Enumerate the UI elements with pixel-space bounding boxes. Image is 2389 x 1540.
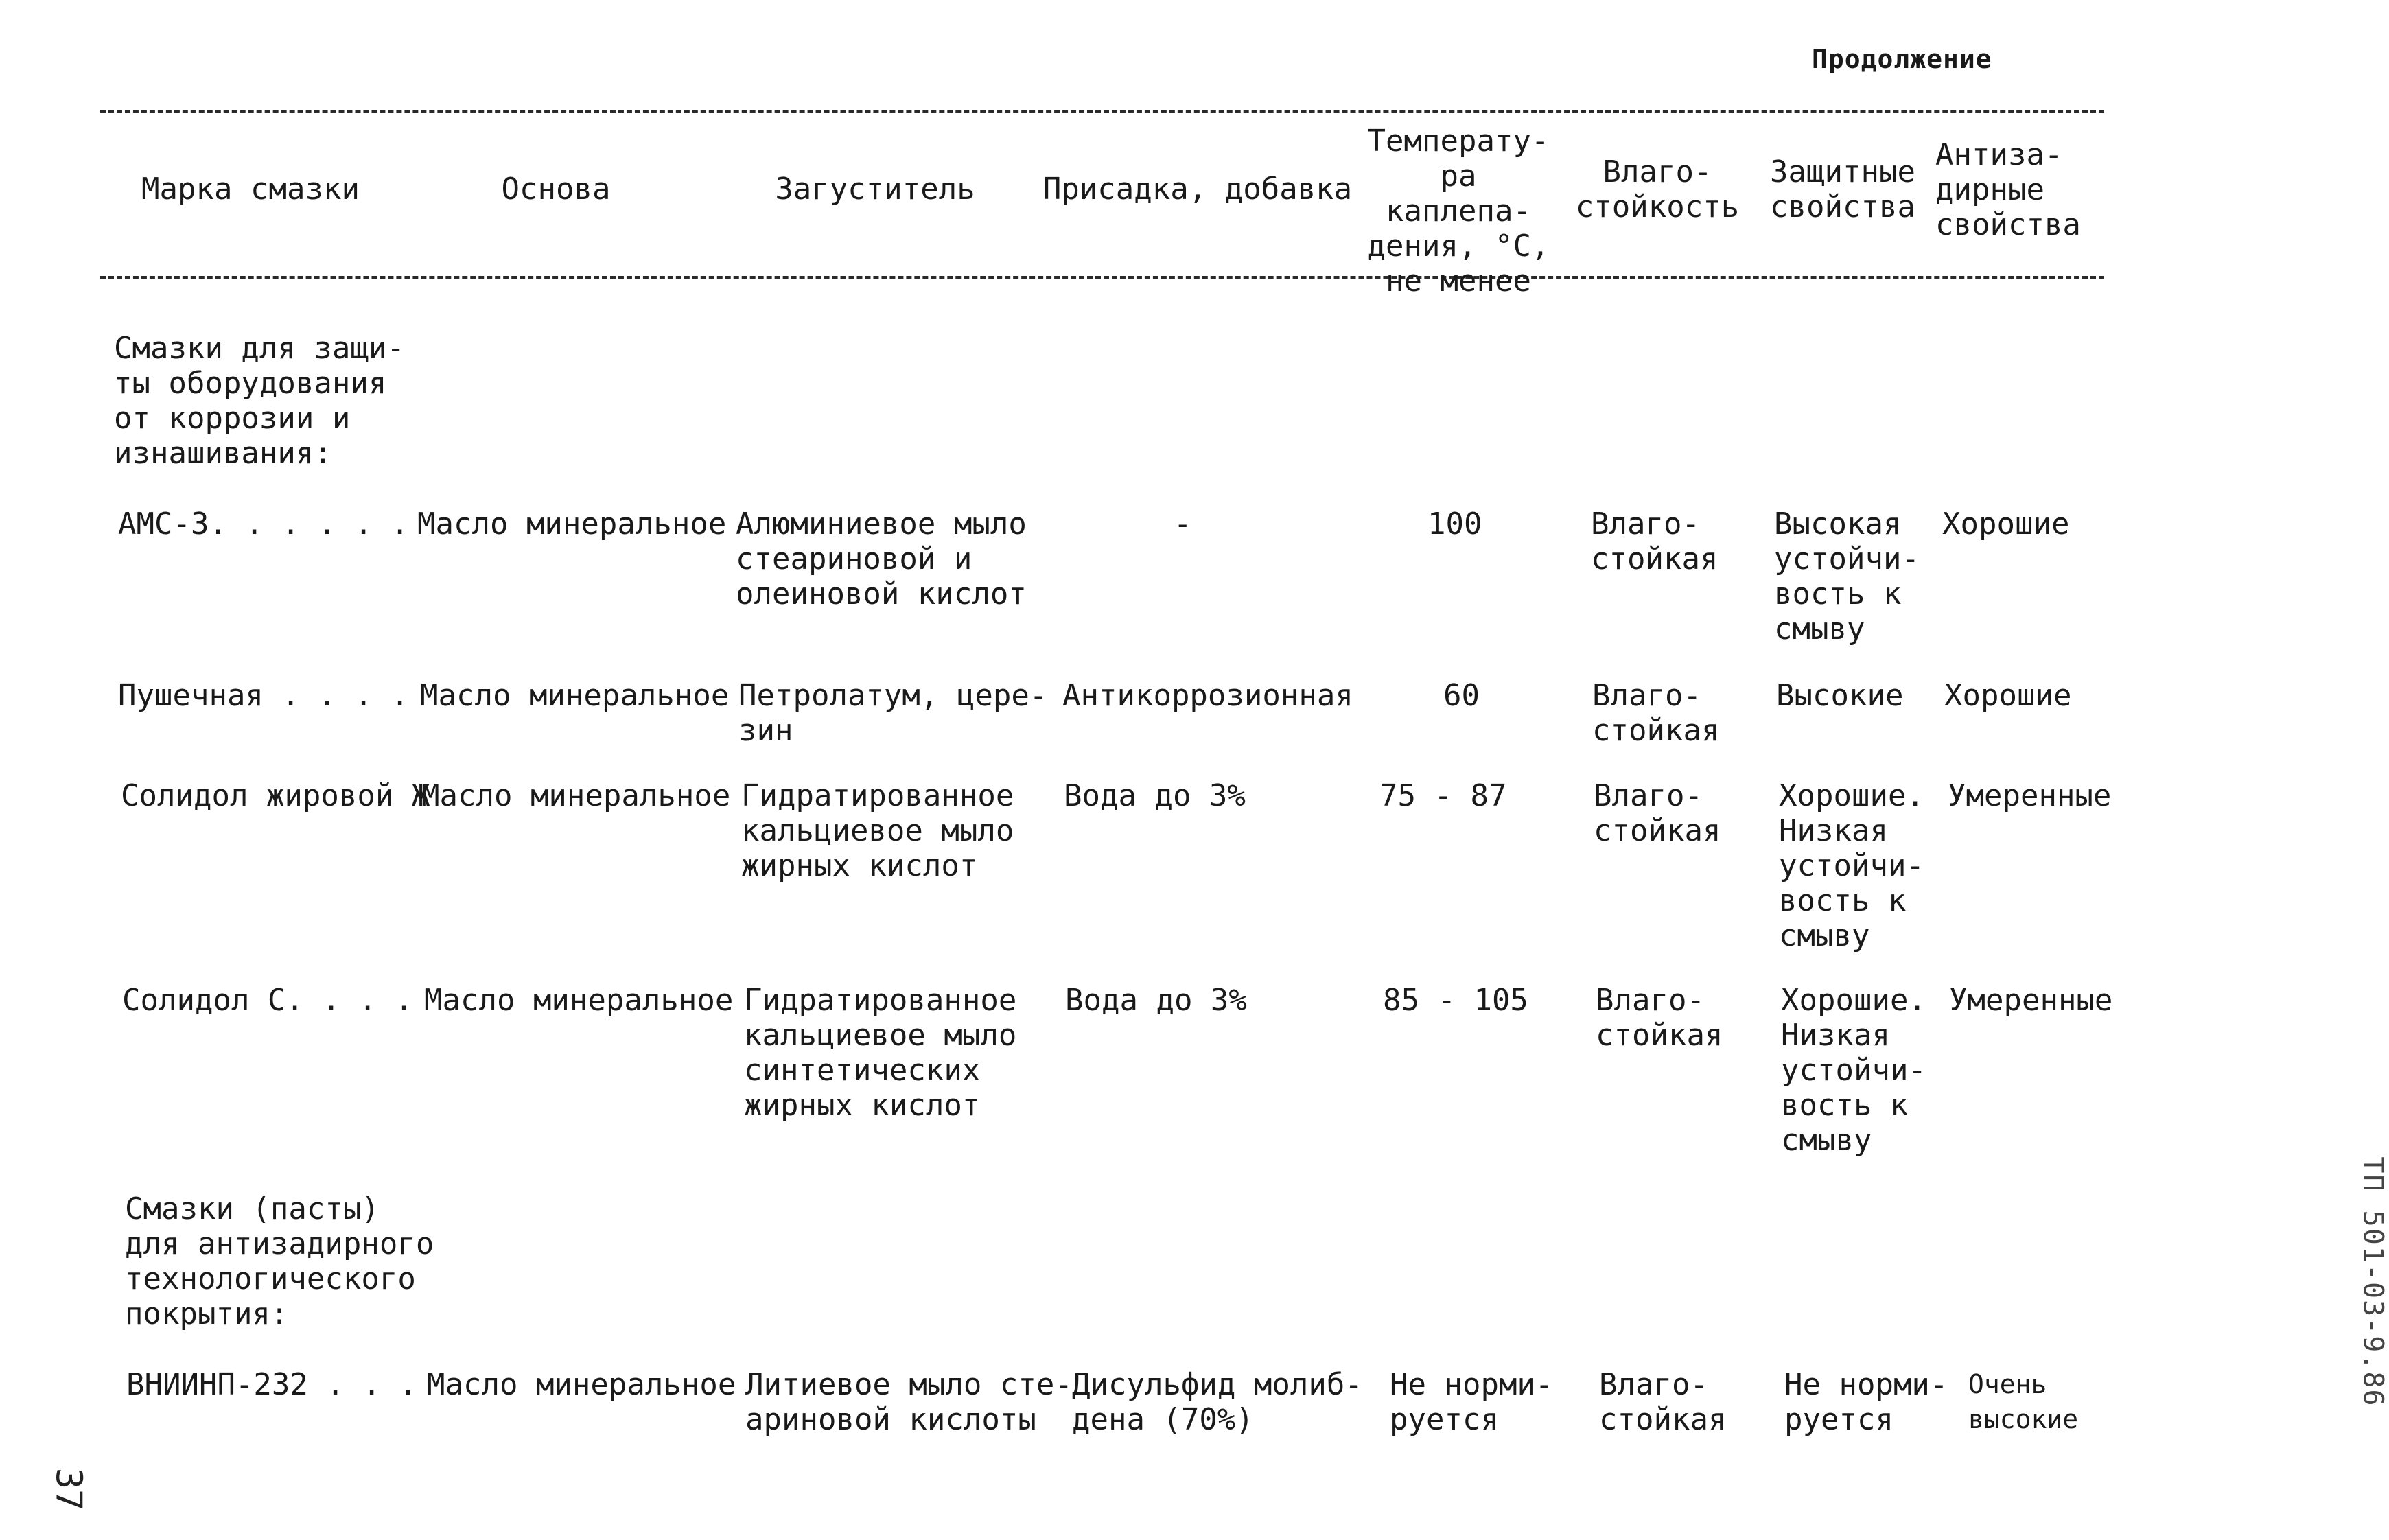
header-bottom-rule [100,276,2104,279]
cell-drop-temp: 85 - 105 [1383,983,1528,1018]
cell-base: Масло минеральное [417,506,727,541]
header-brand: Марка смазки [141,172,360,207]
page-number: 37 [47,1467,89,1511]
cell-antiseize: Очень высокие [1968,1369,2079,1434]
cell-drop-temp: 100 [1427,506,1482,541]
cell-additive: - [1174,506,1192,541]
header-protective: Защитные свойства [1770,154,1915,224]
cell-antiseize: Хорошие [1944,678,2072,713]
cell-additive: Дисульфид молиб- дена (70%) [1072,1367,1363,1437]
header-drop-temp: Температу- ра каплепа- дения, °С, не менее [1367,124,1550,299]
continuation-label: Продолжение [1812,44,1992,74]
cell-thickener: Гидратированное кальциевое мыло синтетических жирных кислот [744,983,1017,1123]
cell-antiseize: Хорошие [1942,506,2070,541]
header-top-rule [100,110,2104,113]
cell-antiseize: Умеренные [1948,778,2112,813]
cell-water-resistance: Влаго- стойкая [1591,506,1718,576]
header-water-resistance: Влаго- стойкость [1575,154,1740,224]
cell-water-resistance: Влаго- стойкая [1599,1367,1727,1437]
cell-antiseize: Умеренные [1949,983,2113,1018]
cell-base: Масло минеральное [421,778,731,813]
cell-thickener: Петролатум, цере- зин [738,678,1048,748]
cell-drop-temp: Не норми- руется [1390,1367,1554,1437]
header-base: Основа [501,172,611,207]
cell-additive: Вода до 3% [1065,983,1247,1018]
cell-brand: Пушечная . . . . [118,678,409,713]
document-code: ТП 501-03-9.86 [2357,1156,2389,1408]
cell-additive: Антикоррозионная [1062,678,1353,713]
cell-drop-temp: 75 - 87 [1379,778,1507,813]
cell-additive: Вода до 3% [1064,778,1246,813]
cell-brand: АМС-3. . . . . . [118,506,409,541]
cell-drop-temp: 60 [1443,678,1480,713]
header-antiseize: Антиза- дирные свойства [1935,137,2081,242]
cell-thickener: Литиевое мыло сте- ариновой кислоты [745,1367,1073,1437]
cell-brand: Солидол жировой Ж [121,778,430,813]
cell-protective: Не норми- руется [1784,1367,1948,1437]
cell-brand: ВНИИНП-232 . . . [126,1367,417,1402]
cell-water-resistance: Влаго- стойкая [1594,778,1721,848]
section-title-corrosion: Смазки для защи- ты оборудования от коррозии и изнашивания: [114,331,405,471]
section-title-antiseize: Смазки (пасты) для антизадирного технологического покрытия: [125,1191,434,1331]
header-thickener: Загуститель [775,172,975,207]
cell-protective: Высокие [1776,678,1904,713]
cell-protective: Хорошие. Низкая устойчи- вость к смыву [1781,983,1926,1158]
cell-brand: Солидол С. . . . [122,983,413,1018]
cell-thickener: Гидратированное кальциевое мыло жирных кислот [741,778,1014,883]
cell-protective: Высокая устойчи- вость к смыву [1774,506,1920,646]
cell-base: Масло минеральное [420,678,730,713]
cell-base: Масло минеральное [424,983,734,1018]
cell-water-resistance: Влаго- стойкая [1596,983,1723,1053]
cell-base: Масло минеральное [427,1367,736,1402]
cell-thickener: Алюминиевое мыло стеариновой и олеиновой кислот [736,506,1027,611]
cell-water-resistance: Влаго- стойкая [1592,678,1720,748]
cell-protective: Хорошие. Низкая устойчи- вость к смыву [1779,778,1924,953]
header-additive: Присадка, добавка [1042,172,1353,207]
